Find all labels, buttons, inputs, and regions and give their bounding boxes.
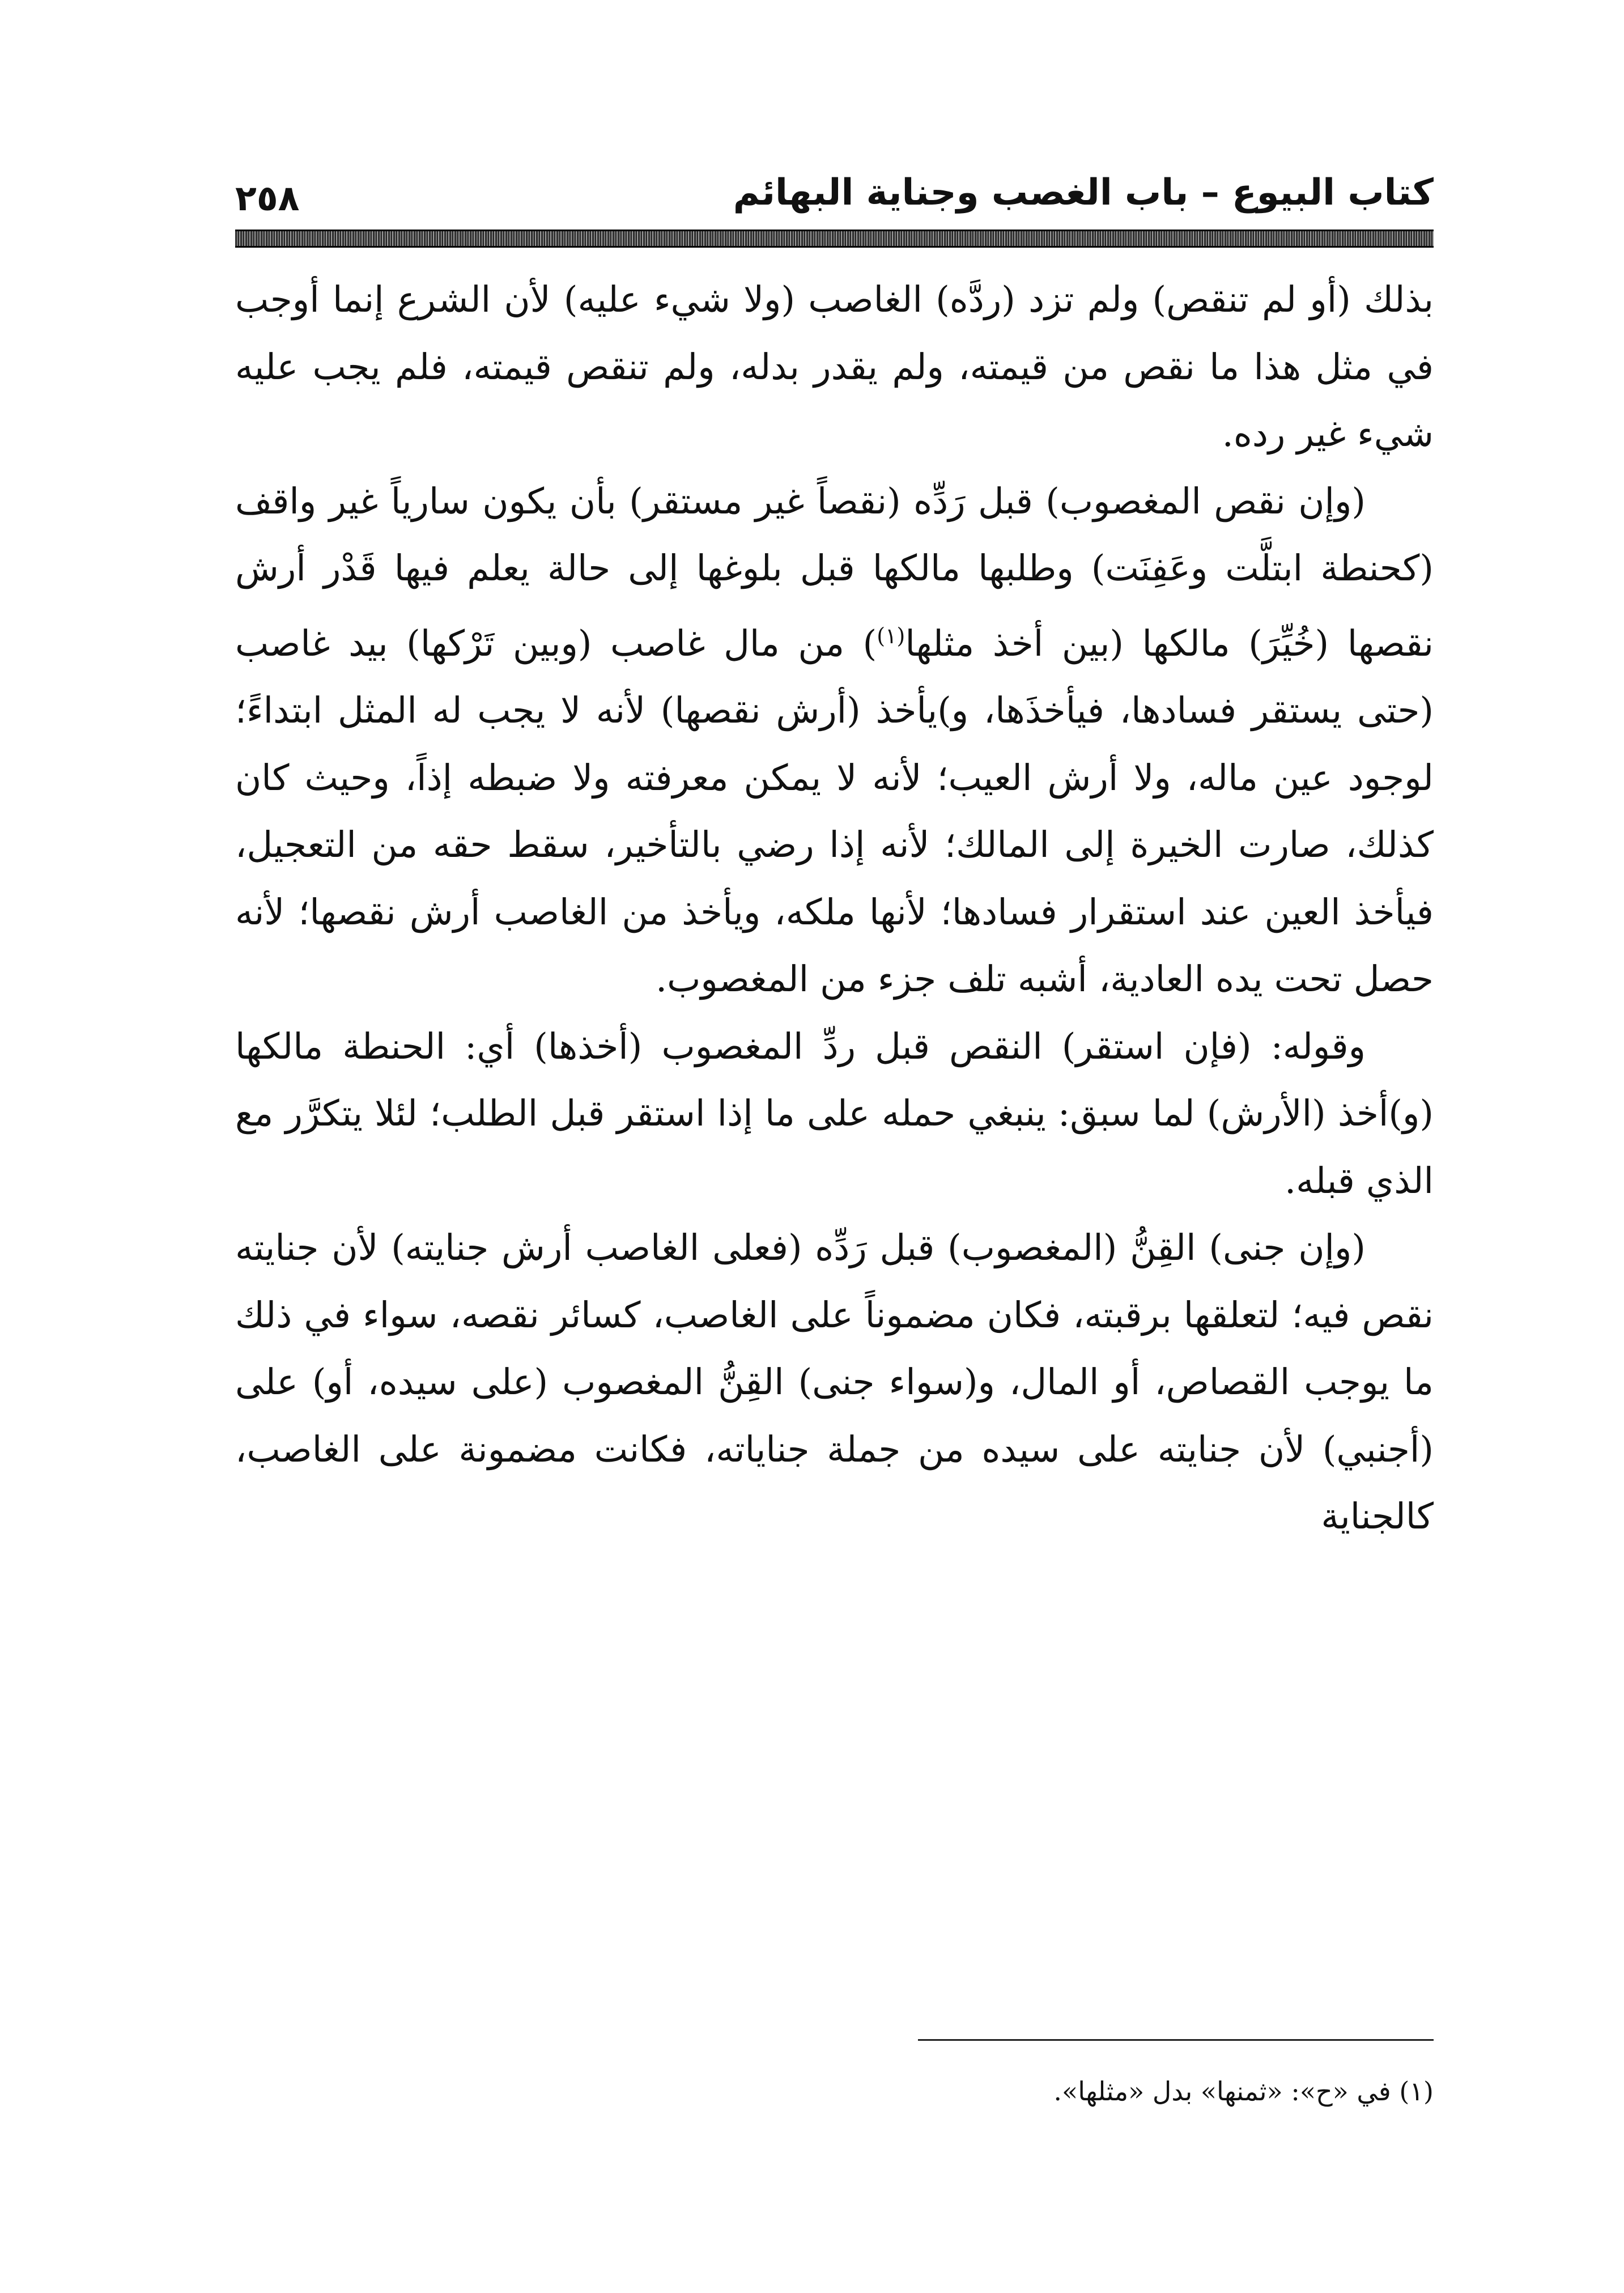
paragraph-3: وقوله: (فإن استقر) النقص قبل ردِّ المغصوب (أخذها) أي: الحنطة مالكها (و)أخذ (الأرش) لما سبق: ينبغي حمله على ما إذا استقر قبل الطلب؛ لئلا يتكرَّر مع الذي قبله. xyxy=(235,1025,1434,1201)
page-number: ٢٥٨ xyxy=(235,177,300,219)
header-rule xyxy=(235,230,1434,248)
paragraph-4: (وإن جنى) القِنُّ (المغصوب) قبل رَدِّه (فعلى الغاصب أرش جنايته) لأن جنايته نقص فيه؛ لتعلقها برقبته، فكان مضموناً على الغاصب، كسائر نقصه، سواء في ذلك ما يوجب القصاص، أو المال، و(سواء جنى) القِنُّ المغصوب (على سيده، أو) على (أجنبي) لأن جنايته على سيده من جملة جناياته، فكانت مضمونة على الغاصب، كالجناية xyxy=(235,1227,1434,1537)
paragraph-1: بذلك (أو لم تنقص) ولم تزد (ردَّه) الغاصب (ولا شيء عليه) لأن الشرع إنما أوجب في مثل هذا ما نقص من قيمته، ولم يقدر بدله، ولم تنقص قيمته، فلم يجب عليه شيء غير رده. xyxy=(235,279,1434,455)
paragraph-2-part-a: (وإن نقص المغصوب) قبل رَدِّه (نقصاً غير مستقر) بأن يكون سارياً غير واقف (كحنطة ابتلَّت وعَفِنَت) وطلبها مالكها قبل بلوغها إلى حالة يعلم فيها قَدْر أرش نقصها (خُيِّرَ) مالكها (بين أخذ مثلها xyxy=(235,480,1434,664)
paragraph-2-part-b: ) من مال غاصب (وبين تَرْكها) بيد غاصب (حتى يستقر فسادها، فيأخذَها، و)يأخذ (أرش نقصها) لأنه لا يجب له المثل ابتداءً؛ لوجود عين ماله، ولا أرش العيب؛ لأنه لا يمكن معرفته ولا ضبطه إذاً، وحيث كان كذلك، صارت الخيرة إلى المالك؛ لأنه إذا رضي بالتأخير، سقط حقه من التعجيل، فيأخذ العين عند استقرار فسادها؛ لأنها ملكه، ويأخذ من الغاصب أرش نقصها؛ لأنه حصل تحت يده العادية، أشبه تلف جزء من المغصوب. xyxy=(235,622,1434,1000)
footnote: (١) في «ح»: «ثمنها» بدل «مثلها». xyxy=(1053,2076,1434,2107)
footnote-reference[interactable]: (١) xyxy=(877,623,905,648)
main-text xyxy=(235,266,1434,1551)
footnote-rule xyxy=(918,2039,1434,2041)
book-title: كتاب البيوع – باب الغصب وجناية البهائم xyxy=(733,172,1434,214)
paragraph-2 xyxy=(235,468,1434,1013)
page-header xyxy=(235,164,1434,227)
